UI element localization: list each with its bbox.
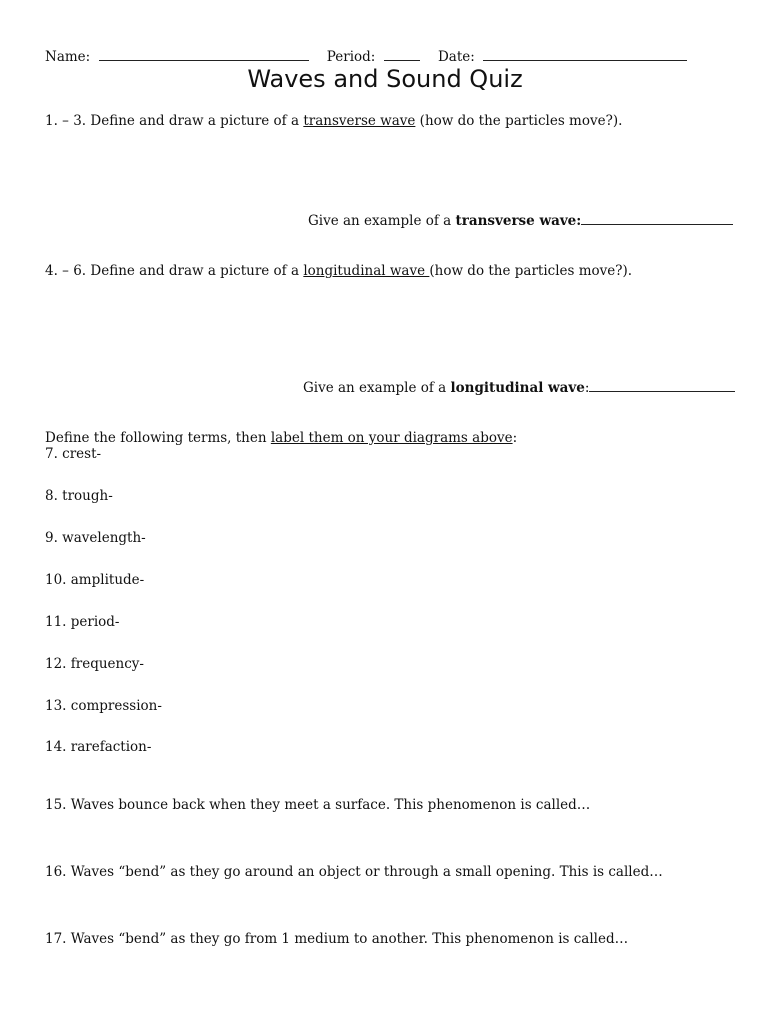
question-15: 15. Waves bounce back when they meet a surface. This phenomenon is called… — [45, 797, 591, 813]
question-4-6 — [45, 263, 632, 279]
header-row — [45, 48, 687, 65]
term-period: 11. period- — [45, 614, 120, 630]
period-blank[interactable] — [384, 48, 420, 61]
question-text: (how do the particles move?). — [415, 113, 623, 129]
question-text: (how do the particles move?). — [429, 263, 633, 279]
intro-text: Define the following terms, then — [45, 430, 271, 446]
term-compression: 13. compression- — [45, 698, 162, 714]
longitudinal-example-blank[interactable] — [589, 379, 735, 392]
term-amplitude: 10. amplitude- — [45, 572, 145, 588]
intro-underlined: label them on your diagrams above — [270, 430, 513, 446]
term-crest: 7. crest- — [45, 446, 102, 462]
question-16: 16. Waves “bend” as they go around an object or through a small opening. This is called… — [45, 864, 663, 880]
example-term: longitudinal wave — [450, 380, 585, 396]
term-wavelength: 9. wavelength- — [45, 530, 146, 546]
longitudinal-example-row — [303, 379, 735, 396]
question-term: longitudinal wave — [303, 263, 430, 279]
question-text: 4. – 6. Define and draw a picture of a — [45, 263, 304, 279]
term-frequency: 12. frequency- — [45, 656, 144, 672]
period-label: Period: — [326, 49, 376, 65]
question-text: 1. – 3. Define and draw a picture of a — [45, 113, 304, 129]
question-1-3 — [45, 113, 622, 129]
example-text: Give an example of a — [303, 380, 451, 396]
date-label: Date: — [437, 49, 475, 65]
page-title: Waves and Sound Quiz — [247, 65, 523, 93]
example-colon: : — [584, 380, 590, 396]
intro-text: : — [512, 430, 518, 446]
question-17: 17. Waves “bend” as they go from 1 medium to another. This phenomenon is called… — [45, 931, 629, 947]
term-rarefaction: 14. rarefaction- — [45, 739, 152, 755]
example-text: Give an example of a — [308, 213, 456, 229]
example-term: transverse wave: — [455, 213, 582, 229]
question-term: transverse wave — [303, 113, 416, 129]
name-label: Name: — [45, 49, 91, 65]
date-blank[interactable] — [483, 48, 687, 61]
transverse-example-blank[interactable] — [581, 212, 733, 225]
terms-intro — [45, 430, 517, 446]
term-trough: 8. trough- — [45, 488, 113, 504]
name-blank[interactable] — [99, 48, 309, 61]
transverse-example-row — [308, 212, 733, 229]
